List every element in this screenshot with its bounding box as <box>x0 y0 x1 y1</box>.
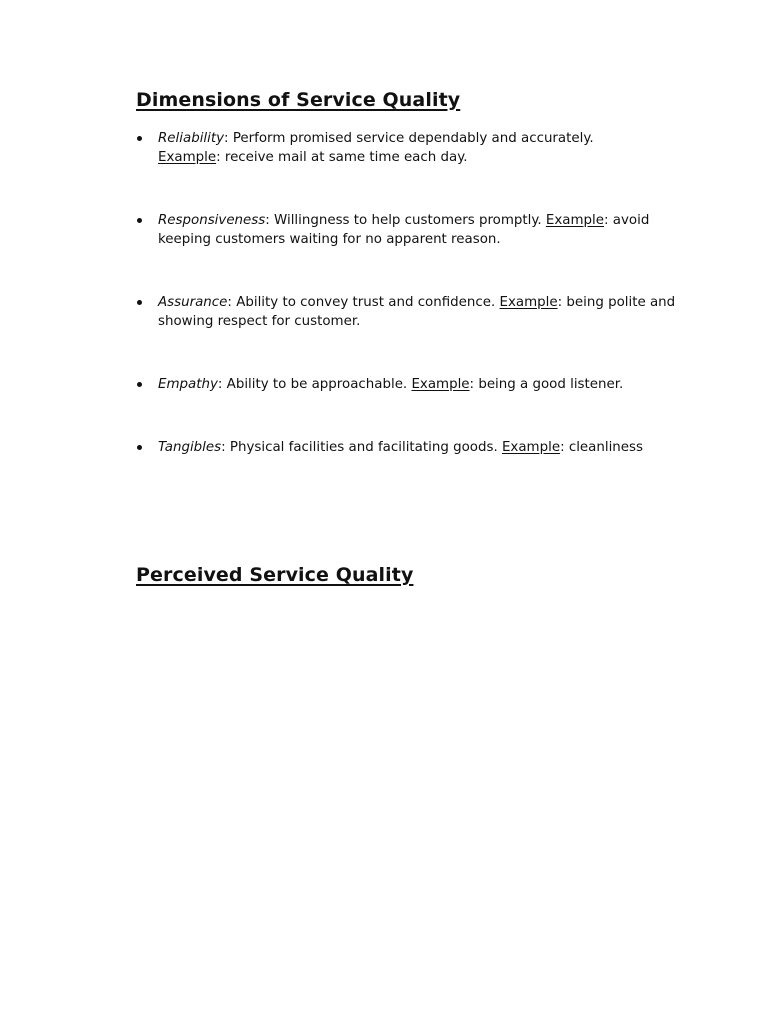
example-label: Example <box>499 295 558 310</box>
list-item-assurance <box>136 293 696 331</box>
term-label: Reliability <box>158 131 225 146</box>
bullet-dot-icon <box>137 300 142 305</box>
term-label: Empathy <box>158 377 218 392</box>
term-separator: : <box>227 295 237 310</box>
list-item-responsiveness <box>136 211 696 249</box>
example-text: : being a good listener. <box>469 377 624 392</box>
definition-text: Physical facilities and facilitating goods. <box>229 440 502 455</box>
list-item-empathy <box>136 375 696 394</box>
dimensions-list <box>136 129 696 457</box>
example-text: : cleanliness <box>560 440 643 455</box>
section-heading-perceived: Perceived Service Quality <box>136 564 414 586</box>
example-label: Example <box>545 213 605 228</box>
definition-text: Perform promised service dependably and accurately. <box>232 131 594 146</box>
example-label: Example <box>158 150 217 165</box>
term-label: Assurance <box>158 295 228 310</box>
definition-text: Ability to be approachable. <box>226 377 412 392</box>
term-separator: : <box>265 213 275 228</box>
term-label: Responsiveness <box>158 213 266 228</box>
example-label: Example <box>501 440 561 455</box>
term-separator: : <box>221 440 230 455</box>
bullet-dot-icon <box>137 445 142 450</box>
bullet-dot-icon <box>137 382 142 387</box>
example-text: : being polite and showing respect for customer. <box>158 295 676 329</box>
example-text: : receive mail at same time each day. <box>216 150 468 165</box>
example-label: Example <box>411 377 470 392</box>
list-item-reliability <box>136 129 696 167</box>
term-separator: : <box>224 131 233 146</box>
definition-text: Ability to convey trust and confidence. <box>236 295 500 310</box>
term-separator: : <box>217 377 227 392</box>
term-label: Tangibles <box>158 440 222 455</box>
list-item-tangibles <box>136 438 696 457</box>
bullet-dot-icon <box>137 218 142 223</box>
section-heading-dimensions: Dimensions of Service Quality <box>136 89 461 111</box>
bullet-dot-icon <box>137 136 142 141</box>
definition-text: Willingness to help customers promptly. <box>274 213 546 228</box>
example-text: : avoid keeping customers waiting for no apparent reason. <box>158 213 650 247</box>
